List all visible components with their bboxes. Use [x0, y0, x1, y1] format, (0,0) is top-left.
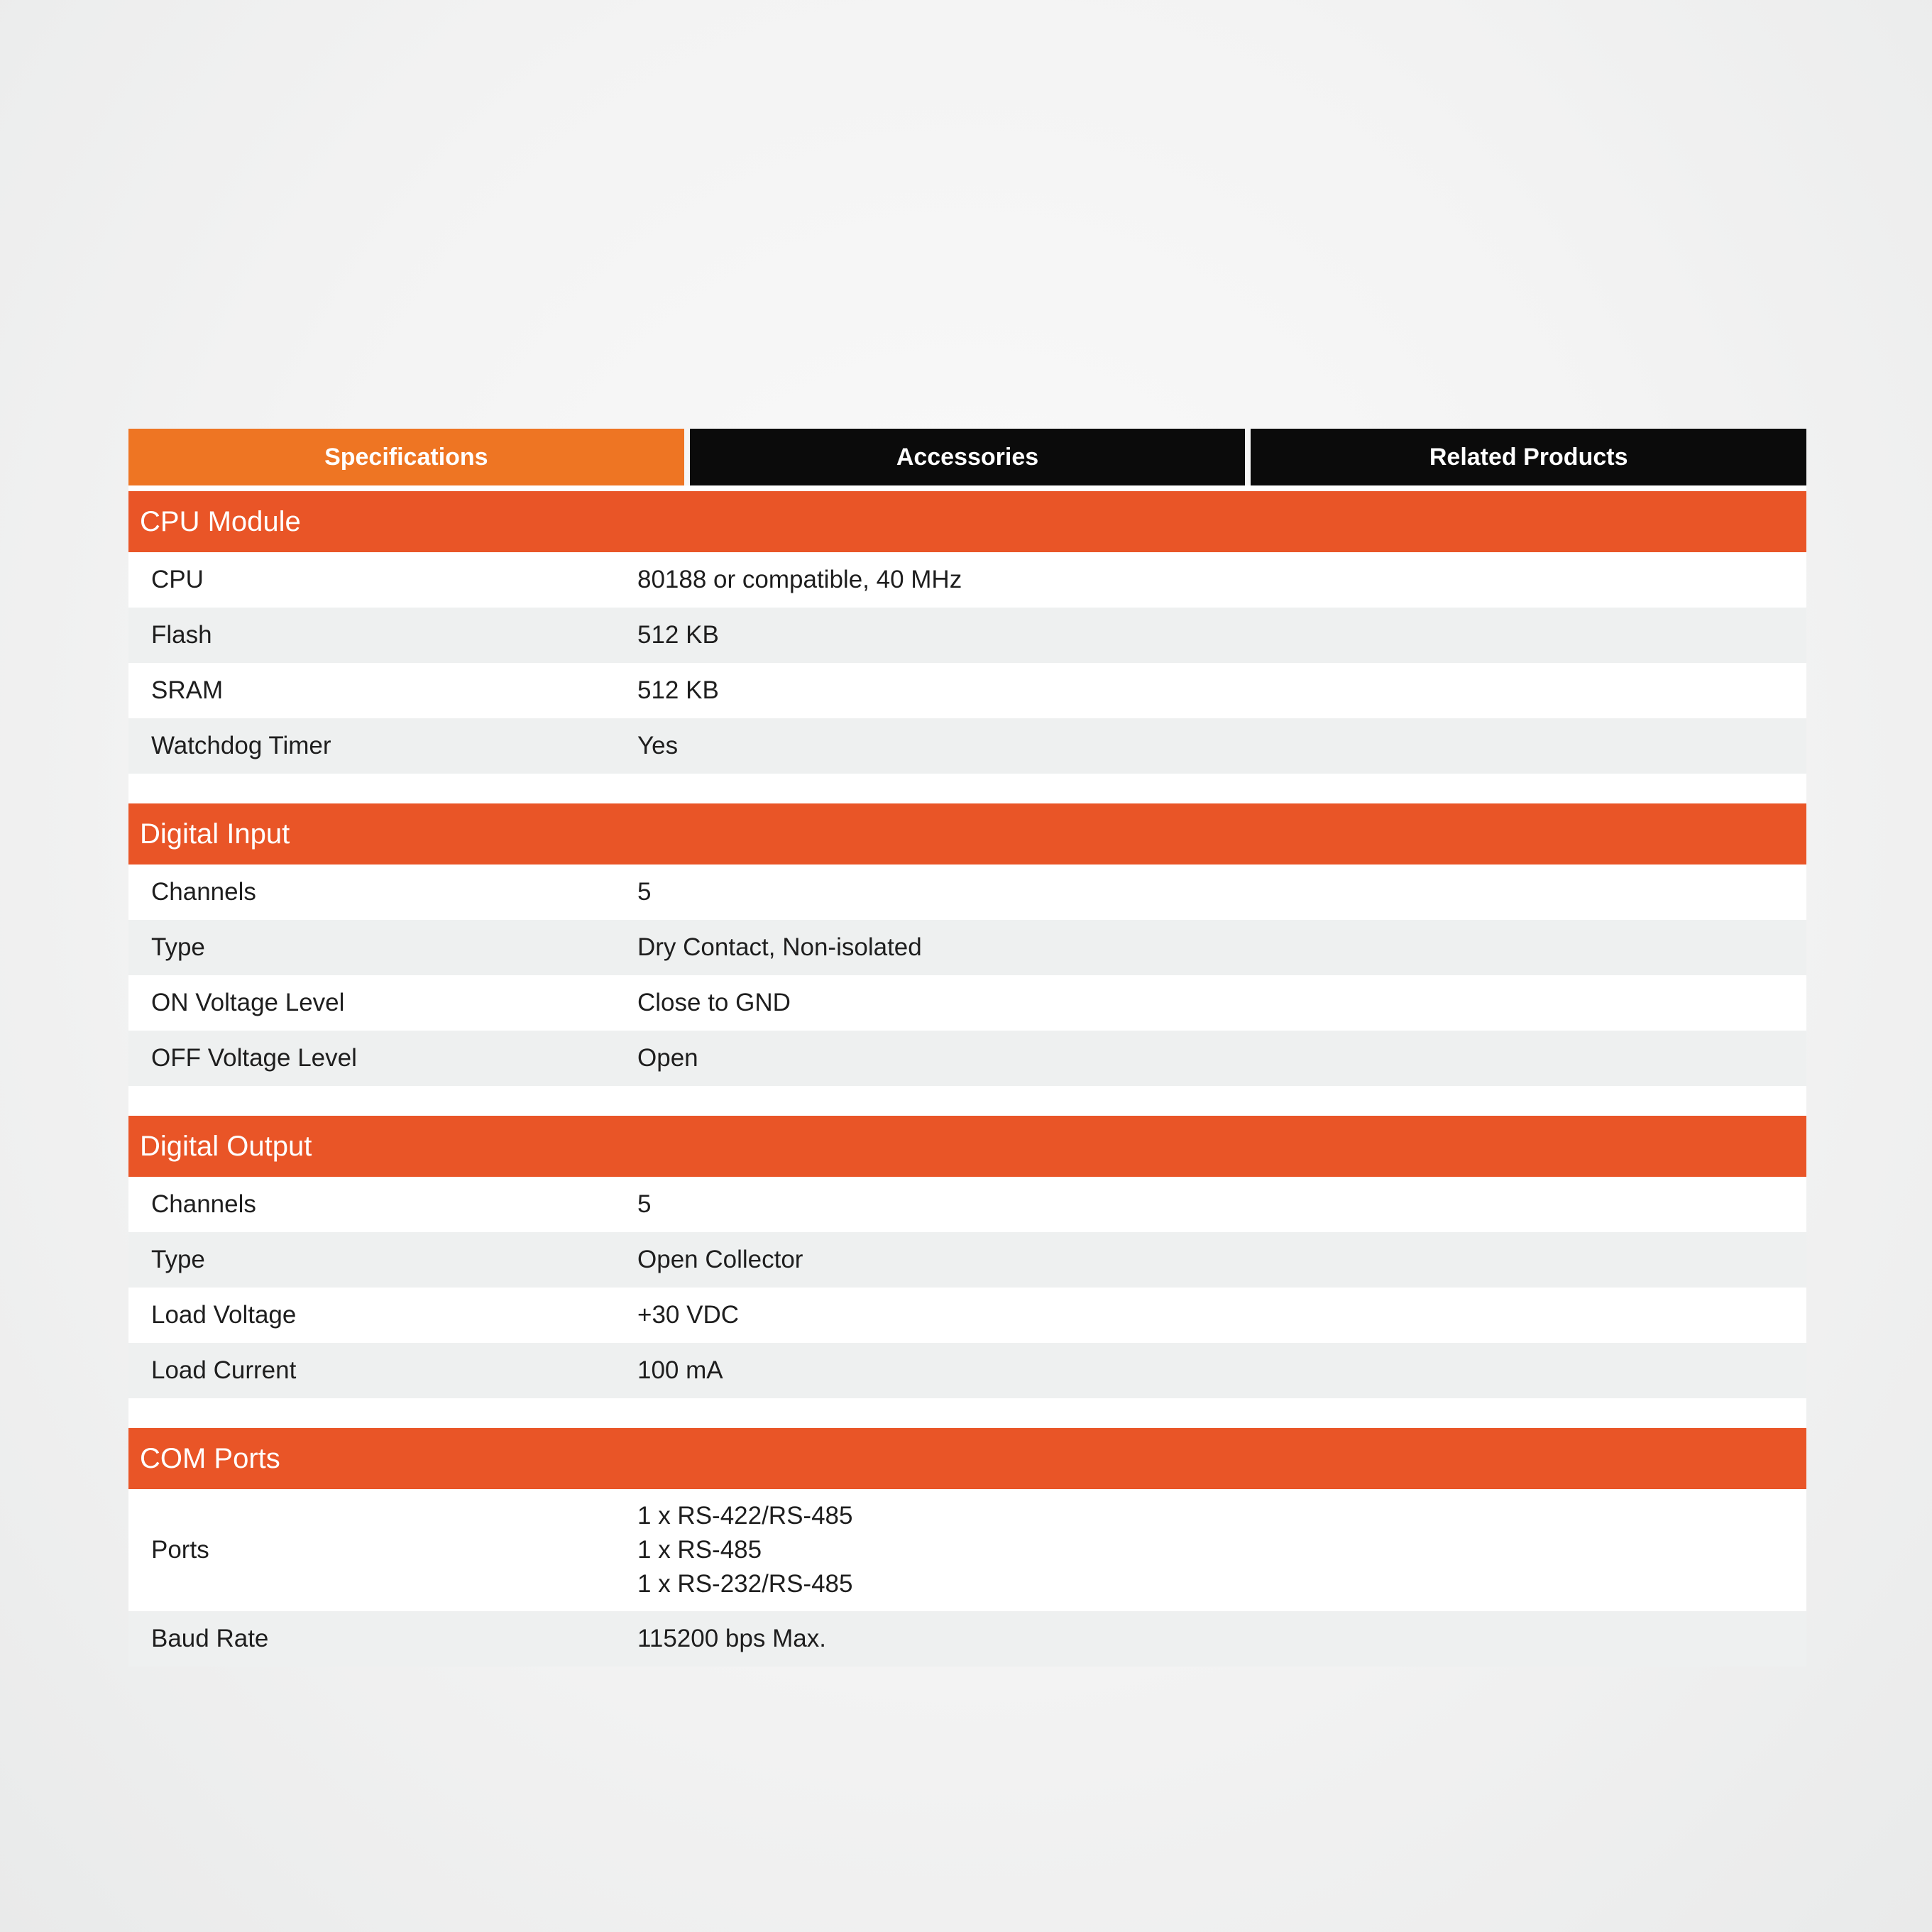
tab-accessories[interactable]: Accessories — [690, 429, 1246, 485]
spec-key: Ports — [151, 1536, 209, 1564]
spec-key: Type — [151, 933, 205, 961]
tab-specifications[interactable]: Specifications — [128, 429, 684, 485]
spec-value: Yes — [637, 732, 679, 759]
spec-row — [128, 718, 1806, 774]
spec-value: 5 — [637, 878, 652, 906]
spec-row — [128, 1288, 1806, 1343]
spec-key: ON Voltage Level — [151, 989, 345, 1016]
section-spacer — [128, 1086, 1806, 1116]
spec-key: Type — [151, 1246, 205, 1273]
spec-row — [128, 975, 1806, 1031]
spec-value-line: 1 x RS-422/RS-485 — [637, 1502, 853, 1530]
section-header-com-ports: COM Ports — [128, 1428, 1806, 1489]
tab-related-products[interactable]: Related Products — [1251, 429, 1806, 485]
tab-divider — [128, 485, 1806, 491]
section-header-digital-input: Digital Input — [128, 803, 1806, 865]
spec-row — [128, 1177, 1806, 1232]
section-spacer — [128, 774, 1806, 803]
spec-row — [128, 1611, 1806, 1667]
spec-row — [128, 552, 1806, 608]
spec-key: Load Current — [151, 1356, 297, 1384]
tab-bar — [128, 429, 1806, 485]
spec-row — [128, 608, 1806, 663]
spec-value: 512 KB — [637, 621, 719, 649]
section-header-digital-output: Digital Output — [128, 1116, 1806, 1177]
spec-key: OFF Voltage Level — [151, 1044, 357, 1072]
spec-value: 80188 or compatible, 40 MHz — [637, 566, 962, 593]
spec-key: Channels — [151, 878, 256, 906]
section-header-cpu-module: CPU Module — [128, 491, 1806, 552]
spec-value: Dry Contact, Non-isolated — [637, 933, 922, 961]
spec-value: 115200 bps Max. — [637, 1625, 826, 1652]
spec-value: 512 KB — [637, 676, 719, 704]
spec-key: CPU — [151, 566, 204, 593]
section-rows-com-ports — [128, 1489, 1806, 1667]
spec-key: Load Voltage — [151, 1301, 297, 1329]
section-rows-digital-output — [128, 1177, 1806, 1398]
spec-value: 5 — [637, 1190, 652, 1218]
spec-row — [128, 1232, 1806, 1288]
spec-value: +30 VDC — [637, 1301, 739, 1329]
spec-row — [128, 1489, 1806, 1611]
section-spacer — [128, 1398, 1806, 1428]
spec-value: Open Collector — [637, 1246, 803, 1273]
spec-value: 100 mA — [637, 1356, 723, 1384]
spec-key: SRAM — [151, 676, 224, 704]
spec-panel — [128, 429, 1806, 1667]
spec-value-list — [637, 1499, 1806, 1601]
spec-row — [128, 865, 1806, 920]
spec-key: Watchdog Timer — [151, 732, 331, 759]
spec-value-line: 1 x RS-232/RS-485 — [637, 1570, 853, 1598]
spec-key: Flash — [151, 621, 212, 649]
spec-row — [128, 920, 1806, 975]
spec-key: Channels — [151, 1190, 256, 1218]
spec-row — [128, 1031, 1806, 1086]
spec-value: Open — [637, 1044, 698, 1072]
section-rows-cpu-module — [128, 552, 1806, 774]
spec-value: Close to GND — [637, 989, 791, 1016]
spec-row — [128, 663, 1806, 718]
section-rows-digital-input — [128, 865, 1806, 1086]
spec-row — [128, 1343, 1806, 1398]
spec-key: Baud Rate — [151, 1625, 269, 1652]
spec-value-line: 1 x RS-485 — [637, 1536, 762, 1564]
